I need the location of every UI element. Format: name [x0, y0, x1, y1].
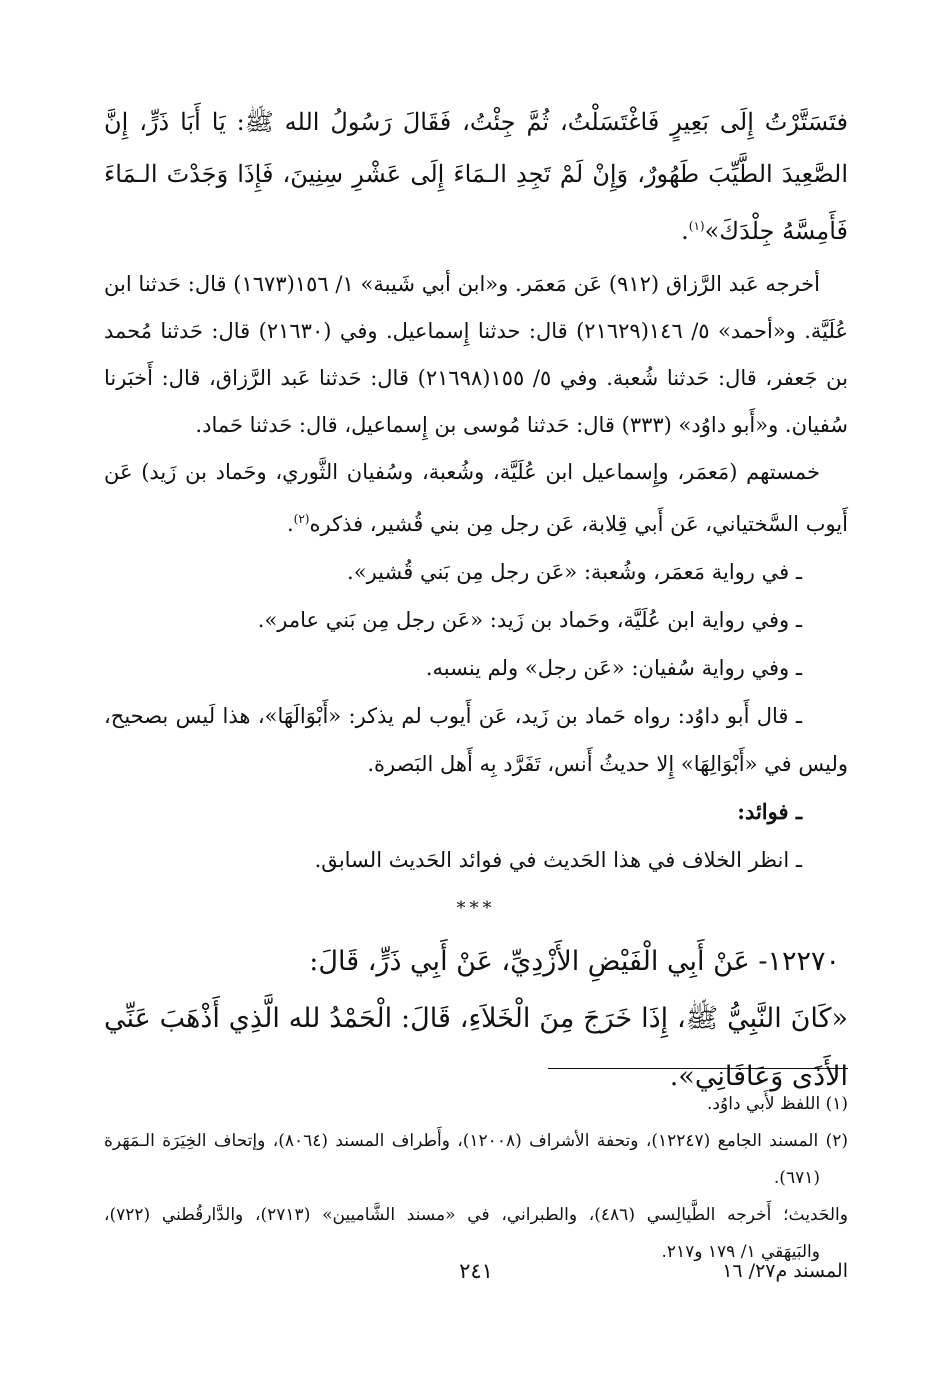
- section-separator: ***: [456, 898, 496, 919]
- benefits-item: ـ انظر الخلاف في هذا الحَديث في فوائد الحَديث السابق.: [314, 848, 802, 872]
- narration-variant-1: ـ في رواية مَعمَر، وشُعبة: «عَن رجل مِن بَني قُشير».: [347, 560, 802, 584]
- narration-variant-2: ـ وفي رواية ابن عُلَيَّة، وحَماد بن زَيد: «عَن رجل مِن بَني عامر».: [257, 608, 802, 632]
- footnote-2: (٢) المسند الجامع (١٢٢٤٧)، وتحفة الأشراف (١٢٠٠٨)، وأَطراف المسند (٨٠٦٤)، وإتحاف الخِيَرَة الـمَهَرة (٦٧١).: [104, 1131, 849, 1188]
- hadith-number: ١٢٢٧٠-: [758, 946, 840, 977]
- hadith-isnad: عَنْ أَبِي الْفَيْضِ الأَزْدِيِّ، عَنْ أَبِي ذَرٍّ، قَالَ:: [309, 946, 750, 977]
- chain-paragraph-text: خمستهم (مَعمَر، وإِسماعيل ابن عُلَيَّة، وشُعبة، وسُفيان الثَّوري، وحَماد بن زَيد) عَن أَيوب السَّختياني، عَن أَبي قِلابة، عَن رجل مِن بني قُشير، فذكره: [104, 460, 848, 536]
- footnote-divider: [548, 1068, 848, 1069]
- abu-dawud-note: ـ قال أَبو داوُد: رواه حَماد بن زَيد، عَن أَيوب لم يذكر: «أَبْوَالَهَا»، هذا لَيس بصحيح، وليس في «أَبْوَالِهَا» إِلا حديثُ أَنس، تَفَرَّد بِه أَهل البَصرة.: [104, 704, 848, 776]
- footnote-2-continuation: والحَديث؛ أَخرجه الطَّيالِسي (٤٨٦)، والطبراني، في «مسند الشَّاميين» (٢٧١٣)، والدَّارقُطني (٧٢٢)، والبَيهَقي ١/ ١٧٩ و٢١٧.: [104, 1205, 848, 1262]
- footnote-ref-2: (٢): [293, 512, 310, 526]
- benefits-heading: ـ فوائد:: [737, 799, 802, 824]
- printer-signature: المسند م٢٧/ ١٦: [722, 1260, 848, 1282]
- footnotes: [104, 1086, 848, 1271]
- hadith-continuation: فتَسَتَّرْتُ إِلَى بَعِيرٍ فَاغْتَسَلْتُ، ثُمَّ جِئْتُ، فَقَالَ رَسُولُ الله ﷺ: يَا أَبَا ذَرٍّ، إِنَّ الصَّعِيدَ الطَّيِّبَ طَهُورٌ، وَإِنْ لَمْ تَجِدِ الـمَاءَ إِلَى عَشْرِ سِنِينَ، فَإِذَا وَجَدْتَ الـمَاءَ فَأَمِسَّهُ جِلْدَكَ»$^{(١)}$.: [104, 108, 848, 245]
- book-page: [104, 96, 848, 1336]
- chain-paragraph: خمستهم (مَعمَر، وإِسماعيل ابن عُلَيَّة، وشُعبة، وسُفيان الثَّوري، وحَماد بن زَيد) عَن أَيوب السَّختياني، عَن أَبي قِلابة، عَن رجل مِن بني قُشير، فذكره$^{(٢)}$.: [104, 460, 848, 536]
- page-footer: [104, 1251, 848, 1291]
- narration-variant-3: ـ وفي رواية سُفيان: «عَن رجل» ولم ينسبه.: [425, 656, 802, 680]
- hadith-matn: «كَانَ النَّبِيُّ ﷺ، إِذَا خَرَجَ مِنَ الْخَلاَءِ، قَالَ: الْحَمْدُ لله الَّذِي أَذْهَبَ عَنِّي الأَذَى وَعَافَانِي».: [104, 1003, 848, 1092]
- footnote-ref-1: (١): [688, 219, 705, 233]
- footnote-1: (١) اللفظ لأَبي داوُد.: [707, 1094, 848, 1114]
- page-number: ٢٤١: [459, 1259, 493, 1283]
- hadith-header: [104, 934, 848, 990]
- hadith-continuation-text: فتَسَتَّرْتُ إِلَى بَعِيرٍ فَاغْتَسَلْتُ، ثُمَّ جِئْتُ، فَقَالَ رَسُولُ الله ﷺ: يَا أَبَا ذَرٍّ، إِنَّ الصَّعِيدَ الطَّيِّبَ طَهُورٌ، وَإِنْ لَمْ تَجِدِ الـمَاءَ إِلَى عَشْرِ سِنِينَ، فَإِذَا وَجَدْتَ الـمَاءَ فَأَمِسَّهُ جِلْدَكَ»: [104, 108, 848, 245]
- takhrij-paragraph: أخرجه عَبد الرَّزاق (٩١٢) عَن مَعمَر. و«ابن أبي شَيبة» ١/ ١٥٦(١٦٧٣) قال: حَدثنا ابن عُلَيَّة. و«أحمد» ٥/ ١٤٦(٢١٦٢٩) قال: حدثنا إِسماعيل. وفي (٢١٦٣٠) قال: حَدثنا مُحمد بن جَعفر، قال: حَدثنا شُعبة. وفي ٥/ ١٥٥(٢١٦٩٨) قال: حَدثنا عَبد الرَّزاق، قال: أَخبَرنا سُفيان. و«أَبو داوُد» (٣٣٣) قال: حَدثنا مُوسى بن إِسماعيل، قال: حَدثنا حَماد.: [104, 272, 848, 437]
